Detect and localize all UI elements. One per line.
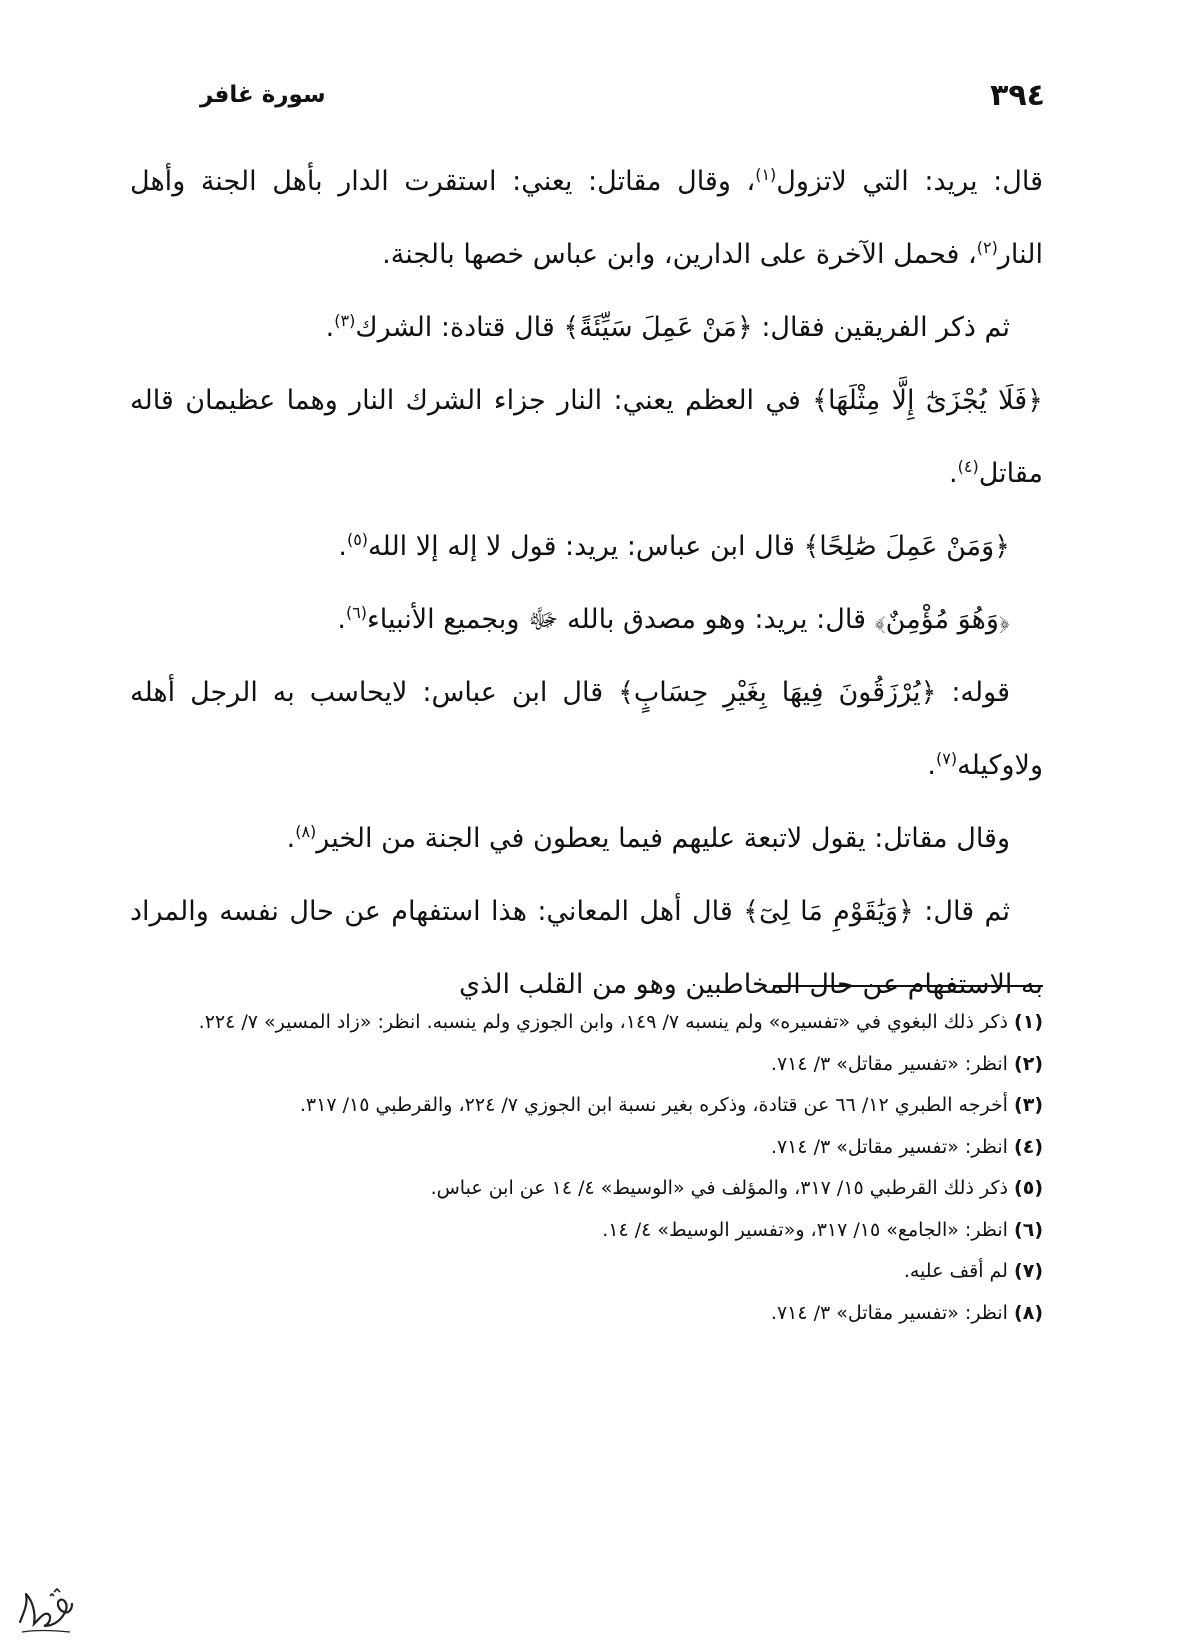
paragraph bbox=[130, 510, 1043, 583]
footnote-reference: (٤) bbox=[957, 457, 979, 476]
footnote bbox=[140, 1127, 1043, 1169]
paragraph-text: ثم ذكر الفريقين فقال: ﴿مَنْ عَمِلَ سَيِّئَةً﴾ قال قتادة: الشرك bbox=[355, 312, 1010, 343]
footnote-number: (٢) bbox=[1014, 1052, 1043, 1075]
main-text bbox=[130, 145, 1043, 1021]
paragraph bbox=[130, 802, 1043, 875]
footnote-number: (٤) bbox=[1014, 1135, 1043, 1158]
footnote-text: لم أقف عليه. bbox=[903, 1260, 1008, 1282]
footnote-separator bbox=[773, 985, 1043, 987]
paragraph-text: . bbox=[338, 531, 347, 562]
footnote bbox=[140, 1251, 1043, 1293]
footnote-reference: (٧) bbox=[936, 749, 958, 768]
footnotes bbox=[140, 1002, 1043, 1334]
footnote-reference: (٨) bbox=[295, 822, 317, 841]
footnote-number: (١) bbox=[1014, 1011, 1043, 1033]
paragraph bbox=[130, 291, 1043, 364]
paragraph bbox=[130, 656, 1043, 802]
footnote-reference: (٦) bbox=[345, 603, 368, 622]
running-title: سورة غافر bbox=[200, 82, 326, 108]
paragraph-text: قال: يريد: التي لاتزول bbox=[776, 166, 1043, 197]
paragraph-text: ﴿فَلَا يُجْزَىٰٓ إِلَّا مِثْلَهَا﴾ في العظم يعني: النار جزاء الشرك النار وهما عظيمان قاله مقاتل bbox=[130, 385, 1043, 489]
paragraph-text: وقال مقاتل: يقول لاتبعة عليهم فيما يعطون في الجنة من الخير bbox=[316, 823, 1010, 854]
paragraph-text: . bbox=[927, 750, 936, 781]
paragraph bbox=[130, 583, 1043, 656]
paragraph-text: قوله: ﴿يُرْزَقُونَ فِيهَا بِغَيْرِ حِسَابٍ﴾ قال ابن عباس: لايحاسب به الرجل أهله ولاوكيله bbox=[130, 677, 1043, 781]
footnote-reference: (٣) bbox=[334, 311, 356, 330]
footnote bbox=[140, 1044, 1043, 1086]
footnote bbox=[140, 1293, 1043, 1335]
footnote bbox=[140, 1168, 1043, 1210]
footnote-number: (٣) bbox=[1014, 1094, 1043, 1116]
footnote-reference: (٥) bbox=[346, 530, 369, 549]
footnote-text: ذكر ذلك القرطبي ١٥/ ٣١٧، والمؤلف في «الوسيط» ٤/ ١٤ عن ابن عباس. bbox=[430, 1177, 1008, 1199]
paragraph bbox=[130, 145, 1043, 291]
footnote-number: (٨) bbox=[1014, 1301, 1043, 1324]
paragraph-text: ثم قال: ﴿وَيَٰقَوْمِ مَا لِىٓ﴾ قال أهل المعاني: هذا استفهام عن حال نفسه والمراد به الاستفهام عن حال المخاطبين وهو من القلب الذي bbox=[130, 896, 1043, 1000]
footnote bbox=[140, 1210, 1043, 1252]
footnote-text: انظر: «تفسير مقاتل» ٣/ ٧١٤. bbox=[770, 1052, 1008, 1075]
footnote-number: (٧) bbox=[1014, 1260, 1043, 1282]
publisher-logo-icon bbox=[14, 1582, 76, 1638]
footnote-reference: (٢) bbox=[976, 238, 998, 257]
footnote-reference: (١) bbox=[755, 165, 777, 184]
footnote-text: انظر: «الجامع» ١٥/ ٣١٧، و«تفسير الوسيط» ٤/ ١٤. bbox=[602, 1218, 1008, 1241]
page-header bbox=[200, 78, 1045, 118]
paragraph-text: . bbox=[949, 458, 958, 489]
paragraph bbox=[130, 875, 1043, 1021]
footnote-text: أخرجه الطبري ١٢/ ٦٦ عن قتادة، وذكره بغير نسبة ابن الجوزي ٧/ ٢٢٤، والقرطبي ١٥/ ٣١٧. bbox=[299, 1094, 1008, 1116]
paragraph-text: . bbox=[286, 823, 296, 854]
paragraph bbox=[130, 364, 1043, 510]
page-number: ٣٩٤ bbox=[990, 78, 1045, 113]
footnote-number: (٦) bbox=[1014, 1218, 1043, 1241]
footnote bbox=[140, 1002, 1043, 1044]
paragraph-text: ﴿وَهُوَ مُؤْمِنٌ﴾ قال: يريد: وهو مصدق بالله ﷻ وبجميع الأنبياء bbox=[367, 604, 1010, 635]
footnote-text: ذكر ذلك البغوي في «تفسيره» ولم ينسبه ٧/ ١٤٩، وابن الجوزي ولم ينسبه. انظر: «زاد المسير» ٧/ ٢٢٤. bbox=[198, 1011, 1008, 1033]
footnote-text: انظر: «تفسير مقاتل» ٣/ ٧١٤. bbox=[770, 1301, 1008, 1324]
paragraph-text: ﴿وَمَنْ عَمِلَ صَٰلِحًا﴾ قال ابن عباس: يريد: قول لا إله إلا الله bbox=[368, 531, 1010, 562]
paragraph-text: . bbox=[337, 604, 346, 635]
footnote-number: (٥) bbox=[1014, 1177, 1043, 1199]
footnote bbox=[140, 1085, 1043, 1127]
paragraph-text: ، فحمل الآخرة على الدارين، وابن عباس خصها بالجنة. bbox=[382, 239, 977, 270]
footnote-text: انظر: «تفسير مقاتل» ٣/ ٧١٤. bbox=[770, 1135, 1008, 1158]
paragraph-text: ، وقال مقاتل: يعني: استقرت الدار بأهل الجنة وأهل النار bbox=[130, 166, 1043, 270]
paragraph-text: . bbox=[325, 312, 335, 343]
